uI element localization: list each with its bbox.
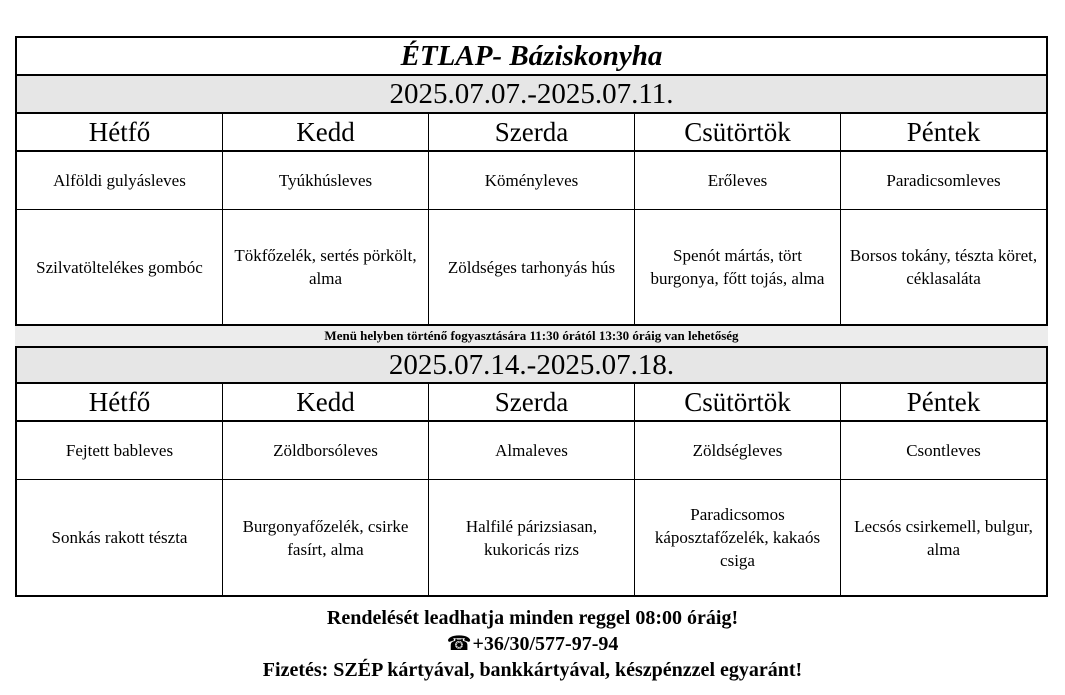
main-dish-cell: Szilvatöltelékes gombóc <box>17 210 223 324</box>
day-header-friday: Péntek <box>906 386 981 417</box>
main-dish-cell: Halfilé párizsiasan, kukoricás rizs <box>429 480 635 595</box>
soup-cell: Alföldi gulyásleves <box>17 152 223 209</box>
day-header-tuesday: Kedd <box>223 114 429 150</box>
soup-cell: Köményleves <box>429 152 635 209</box>
day-header-thursday: Csütörtök <box>635 384 841 420</box>
phone-line <box>0 631 1065 657</box>
week-2-soup-row <box>15 422 1048 480</box>
main-dish-cell: Borsos tokány, tészta köret, céklasaláta <box>849 246 1038 288</box>
day-header-monday: Hétfő <box>17 114 223 150</box>
soup-cell: Tyúkhúsleves <box>223 152 429 209</box>
main-dish-cell: Paradicsomos káposztafőzelék, kakaós csiga <box>635 480 841 595</box>
week-1-day-header <box>15 114 1048 152</box>
dine-in-note <box>15 326 1048 346</box>
main-dish-cell: Burgonyafőzelék, csirke fasírt, alma <box>223 480 429 595</box>
main-dish-cell: Sonkás rakott tészta <box>17 480 223 595</box>
week-1-main-row <box>15 210 1048 326</box>
main-dish-cell: Lecsós csirkemell, bulgur, alma <box>854 516 1033 559</box>
order-info-footer <box>0 605 1065 683</box>
phone-number: +36/30/577-97-94 <box>472 633 619 655</box>
dine-in-note-text: Menü helyben történő fogyasztására 11:30 órától 13:30 óráig van lehetőség <box>324 328 739 343</box>
week-1-dates-text: 2025.07.07.-2025.07.11. <box>389 77 674 110</box>
day-header-friday: Péntek <box>906 116 981 147</box>
day-header-wednesday: Szerda <box>429 384 635 420</box>
week-2-dates-text: 2025.07.14.-2025.07.18. <box>388 348 675 381</box>
payment-text: Fizetés: SZÉP kártyával, bankkártyával, készpénzzel egyaránt! <box>262 659 803 681</box>
soup-cell: Almaleves <box>429 422 635 479</box>
week-1-soup-row <box>15 152 1048 210</box>
week-2-dates <box>15 346 1048 384</box>
soup-cell: Csontleves <box>906 441 981 460</box>
soup-cell: Paradicsomleves <box>886 171 1001 190</box>
soup-cell: Fejtett bableves <box>17 422 223 479</box>
week-2-main-row <box>15 480 1048 597</box>
day-header-wednesday: Szerda <box>429 114 635 150</box>
main-dish-cell: Spenót mártás, tört burgonya, főtt tojás, alma <box>635 210 841 324</box>
menu-title <box>15 36 1048 76</box>
main-dish-cell: Zöldséges tarhonyás hús <box>429 210 635 324</box>
soup-cell: Erőleves <box>635 152 841 209</box>
day-header-tuesday: Kedd <box>223 384 429 420</box>
week-1-dates <box>15 76 1048 114</box>
soup-cell: Zöldségleves <box>635 422 841 479</box>
soup-cell: Zöldborsóleves <box>223 422 429 479</box>
menu-title-text: ÉTLAP- Báziskonyha <box>400 39 663 72</box>
day-header-monday: Hétfő <box>17 384 223 420</box>
week-2-day-header <box>15 384 1048 422</box>
order-deadline-text: Rendelését leadhatja minden reggel 08:00 óráig! <box>326 607 739 629</box>
menu-sheet <box>15 36 1048 597</box>
main-dish-cell: Tökfőzelék, sertés pörkölt, alma <box>223 210 429 324</box>
day-header-thursday: Csütörtök <box>635 114 841 150</box>
phone-icon: ☎ <box>446 633 472 655</box>
